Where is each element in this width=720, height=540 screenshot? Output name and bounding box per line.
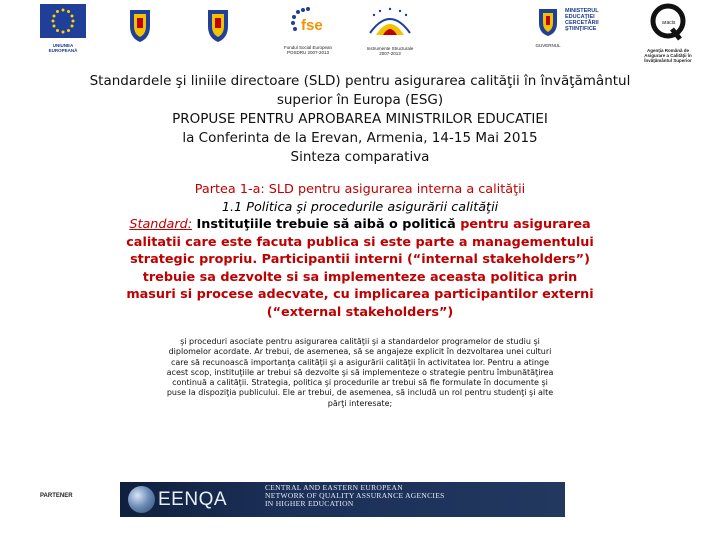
small-line-5: continuă a calităţii. Strategia, politica şi procedurile ar trebui să fie formulate în documente şi bbox=[172, 378, 548, 388]
svg-text:aracis: aracis bbox=[662, 20, 676, 26]
globe-icon bbox=[128, 486, 155, 513]
part-title: Partea 1-a: SLD pentru asigurarea interna a calităţii bbox=[194, 182, 526, 197]
aracis-caption-1: Agenţia Română de bbox=[646, 48, 689, 53]
fse-star-icon bbox=[288, 6, 328, 40]
aracis-q-icon bbox=[650, 3, 686, 43]
eu-caption: UNIUNEA EUROPEANĂ bbox=[48, 43, 78, 53]
fse-caption-1: Fondul Social European bbox=[283, 45, 333, 50]
guvernul-caption: GUVERNUL bbox=[535, 43, 561, 48]
svg-text:fse: fse bbox=[301, 17, 323, 34]
standard-line-6: trebuie sa dezvolte si sa implementeze aceasta politica prin bbox=[142, 269, 578, 285]
standard-text-2: pentru asigurarea bbox=[460, 217, 591, 232]
standard-text-1: Instituţiile trebuie să aibă o politică bbox=[192, 217, 461, 232]
small-line-2: diplomelor acordate. Ar trebui, de asemenea, să se angajeze explicit în dezvoltarea unei culturi bbox=[168, 347, 552, 357]
standard-line-7: masuri si procese adecvate, cu implicarea participantilor externi bbox=[126, 287, 594, 302]
small-line-6: puse la dispoziţia publicului. Ele ar trebui, de asemenea, să includă un rol pentru studenţi şi alte bbox=[166, 388, 554, 398]
header-line-3: PROPUSE PENTRU APROBAREA MINISTRILOR EDUCATIEI bbox=[172, 111, 548, 127]
header-line-4: la Conferinta de la Erevan, Armenia, 14-15 Mai 2015 bbox=[182, 130, 538, 146]
standard-line-8: (“external stakeholders”) bbox=[266, 304, 454, 320]
eenqa-desc-line-1: CENTRAL AND EASTERN EUROPEAN bbox=[265, 483, 403, 492]
main-content bbox=[110, 181, 610, 321]
eenqa-desc-line-2: NETWORK OF QUALITY ASSURANCE AGENCIES bbox=[265, 491, 445, 500]
aracis-caption-3: Învăţământul Superior bbox=[644, 58, 692, 63]
small-line-1: şi proceduri asociate pentru asigurarea calităţii şi a standardelor programelor de studiu şi bbox=[180, 337, 540, 346]
section-title: 1.1 Politica şi procedurile asigurării calităţii bbox=[221, 199, 499, 215]
men-line-4: ŞTIINŢIFICE bbox=[565, 26, 597, 32]
government-logo bbox=[125, 6, 155, 49]
small-text-block bbox=[110, 337, 610, 409]
small-line-7: părţi interesate; bbox=[327, 398, 393, 408]
small-line-3: care să recunoască importanţa calităţii şi a asigurării calităţii în activitatea lor. Pentru a atinge bbox=[170, 357, 550, 367]
standard-label: Standard: bbox=[129, 217, 193, 232]
eenqa-logo-text: EENQA bbox=[158, 489, 228, 510]
instrumente-structurale-logo bbox=[360, 5, 420, 56]
fse-logo bbox=[280, 6, 336, 55]
coat-of-arms-icon bbox=[204, 6, 232, 44]
eu-logo bbox=[38, 4, 88, 53]
instrumente-structurale-icon bbox=[366, 5, 414, 41]
eenqa-description bbox=[265, 484, 445, 508]
is-caption-1: Instrumente Structurale bbox=[366, 46, 414, 51]
aracis-caption-2: Asigurare a Calităţii în bbox=[644, 53, 692, 58]
standard-line-5: strategic propriu. Participantii interni (“internal stakeholders”) bbox=[130, 252, 590, 267]
men-line-2: EDUCAŢIEI bbox=[565, 14, 595, 20]
aracis-logo bbox=[638, 3, 698, 63]
guvernul-logo bbox=[533, 6, 563, 48]
header-line-5: Sinteza comparativa bbox=[290, 149, 430, 165]
document-header bbox=[40, 72, 680, 167]
eu-flag-icon bbox=[40, 4, 86, 38]
fse-caption-2: POSDRU 2007-2013 bbox=[286, 50, 330, 55]
is-caption-2: 2007-2013 bbox=[379, 51, 401, 56]
header-line-2: superior în Europa (ESG) bbox=[276, 92, 444, 108]
standard-line-4: calitatii care este facuta publica si este parte a managementului bbox=[126, 234, 594, 250]
eenqa-banner bbox=[120, 482, 565, 517]
partener-label: PARTENER bbox=[40, 493, 73, 499]
logo-bar bbox=[0, 0, 720, 70]
men-line-1: MINISTERUL bbox=[565, 8, 599, 14]
header-line-1: Standardele şi liniile directoare (SLD) pentru asigurarea calităţii în învăţământul bbox=[89, 73, 631, 89]
men-line-3: CERCETĂRII bbox=[565, 20, 599, 26]
small-line-4: acest scop, instituţiile ar trebui să dezvolte şi să implementeze o strategie pentru îmbunătăţirea bbox=[166, 367, 554, 377]
standard-line bbox=[110, 216, 610, 234]
coat-of-arms-icon bbox=[536, 6, 560, 38]
eenqa-desc-line-3: IN HIGHER EDUCATION bbox=[265, 499, 354, 508]
men-logo bbox=[565, 8, 625, 32]
ministry-logo bbox=[203, 6, 233, 49]
coat-of-arms-icon bbox=[126, 6, 154, 44]
